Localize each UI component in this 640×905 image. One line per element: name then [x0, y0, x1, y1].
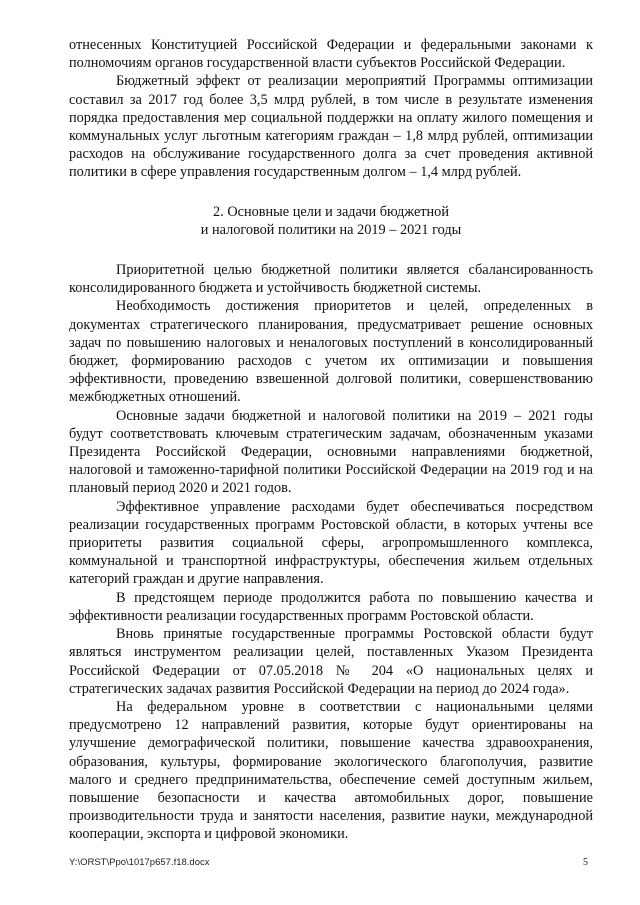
footer-page-number: 5 — [583, 857, 588, 868]
paragraph-main-tasks: Основные задачи бюджетной и налоговой политики на 2019 – 2021 годы будут соответствовать ключевым стратегическим задачам, обозначенным указами Президента Российской Федерации, основными направлениями бюджетной, налоговой и таможенно-тарифной политики Российской Федерации на 2019 год и на плановый период 2020 и 2021 годов. — [69, 407, 593, 497]
paragraph-continuation: отнесенных Конституцией Российской Федерации и федеральными законами к полномочиям органов государственной власти субъектов Российской Федерации. — [69, 37, 593, 72]
paragraph-budget-effect: Бюджетный эффект от реализации мероприятий Программы оптимизации составил за 2017 год более 3,5 млрд рублей, в том числе в результате изменения порядка предоставления мер социальной поддержки на оплату жилого помещения и коммунальных услуг льготным категориям граждан – 1,8 млрд рублей, оптимизации расходов на обслуживание государственного долга за счет проведения активной политики в сфере управления государственным долгом – 1,4 млрд рублей. — [69, 73, 593, 181]
document-body — [69, 36, 593, 844]
paragraph-federal-level: На федеральном уровне в соответствии с национальными целями предусмотрено 12 направлений развития, которые будут ориентированы на улучшение демографической политики, повышение качества здравоохранения, образования, культуры, формирование экологического благополучия, развитие малого и среднего предпринимательства, обеспечение семей доступным жильем, повышение безопасности и качества автомобильных дорог, повышение производительности труда и занятости населения, развитие науки, международной кооперации, экспорта и цифровой экономики. — [69, 698, 593, 843]
section-heading-line2: и налоговой политики на 2019 – 2021 годы — [200, 221, 462, 238]
section-heading — [69, 203, 593, 239]
section-heading-line1: 2. Основные цели и задачи бюджетной — [213, 203, 449, 220]
paragraph-upcoming-period: В предстоящем периоде продолжится работа по повышению качества и эффективности реализации государственных программ Ростовской области. — [69, 589, 593, 624]
footer-file-path: Y:\ORST\Ppo\1017p657.f18.docx — [69, 857, 210, 868]
paragraph-expense-management: Эффективное управление расходами будет обеспечиваться посредством реализации государственных программ Ростовской области, в которых учтены все приоритеты развития социальной сферы, агропромышленного комплекса, коммунальной и транспортной инфраструктуры, обеспечения жильем отдельных категорий граждан и другие направления. — [69, 498, 593, 588]
paragraph-priority-goal: Приоритетной целью бюджетной политики является сбалансированность консолидированного бюджета и устойчивость бюджетной системы. — [69, 262, 593, 297]
paragraph-new-programs: Вновь принятые государственные программы Ростовской области будут являться инструментом реализации целей, поставленных Указом Президента Российской Федерации от 07.05.2018 № 204 «О национальных целях и стратегических задачах развития Российской Федерации на период до 2024 года». — [69, 626, 593, 697]
paragraph-necessity: Необходимость достижения приоритетов и целей, определенных в документах стратегического планирования, предусматривает решение основных задач по повышению налоговых и неналоговых поступлений в консолидированный бюджет, формированию расходов с учетом их оптимизации и повышения эффективности, проведению взвешенной долговой политики, совершенствованию межбюджетных отношений. — [69, 298, 593, 406]
